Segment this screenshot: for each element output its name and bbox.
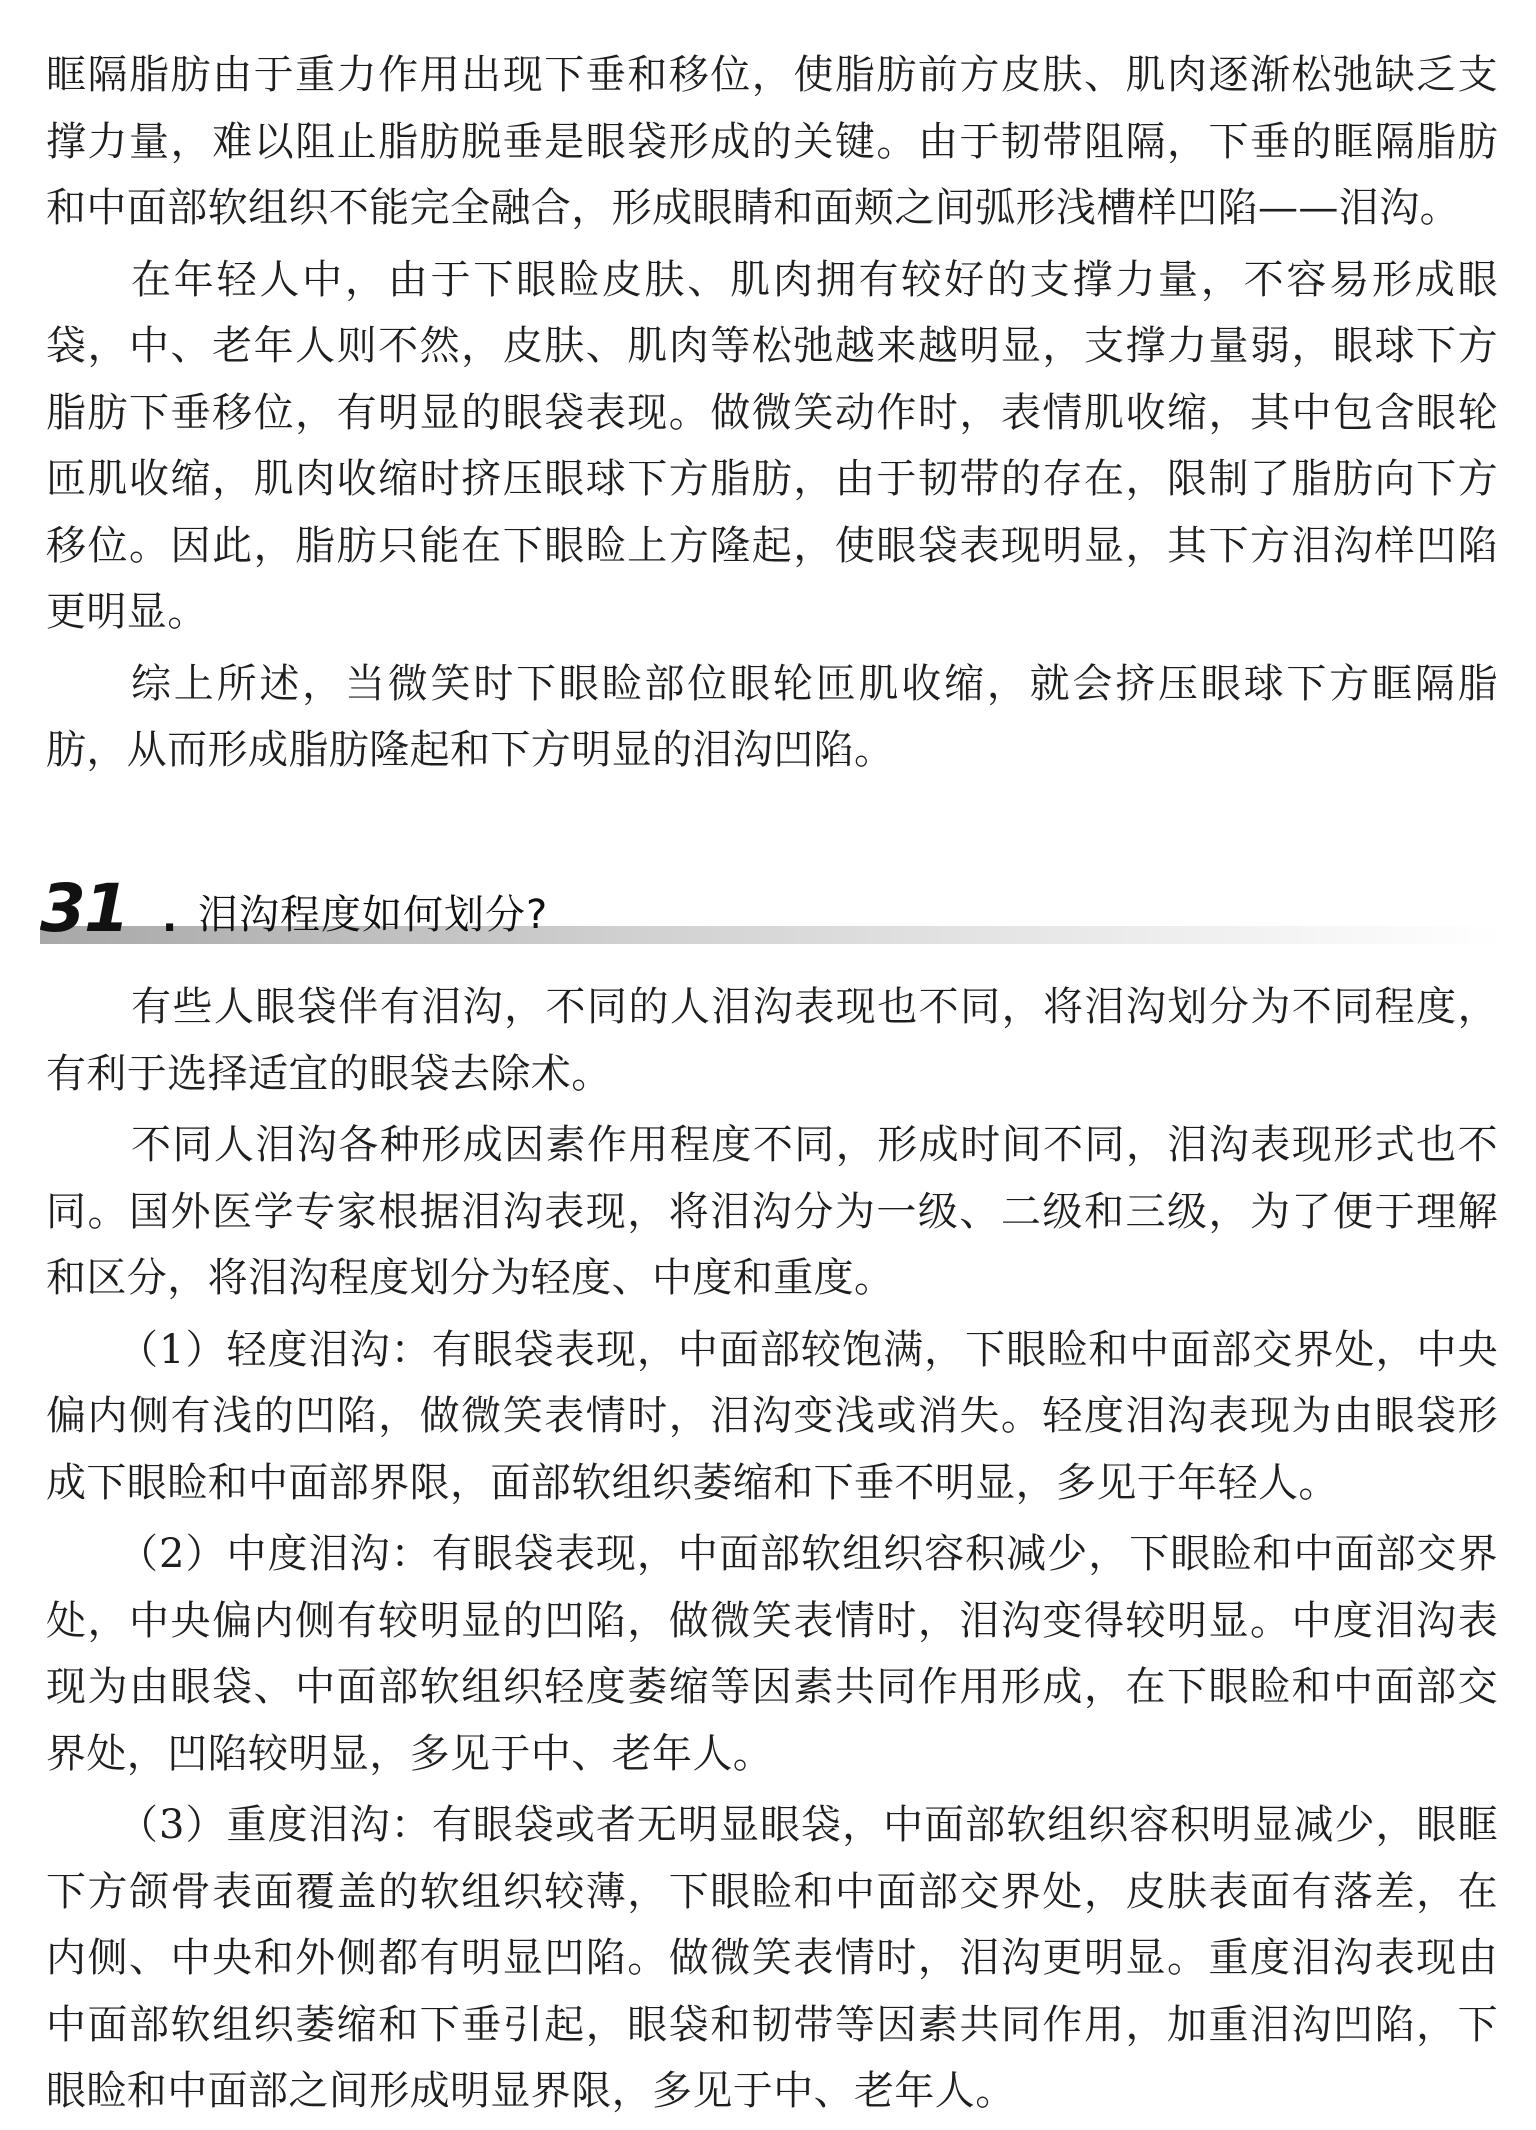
paragraph-age-comparison: 在年轻人中，由于下眼睑皮肤、肌肉拥有较好的支撑力量，不容易形成眼袋，中、老年人则不然，皮肤、肌肉等松弛越来越明显，支撑力量弱，眼球下方脂肪下垂移位，有明显的眼袋表现。做微笑动作时，表情肌收缩，其中包含眼轮匝肌收缩，肌肉收缩时挤压眼球下方脂肪，由于韧带的存在，限制了脂肪向下方移位。因此，脂肪只能在下眼睑上方隆起，使眼袋表现明显，其下方泪沟样凹陷更明显。 <box>46 256 1498 635</box>
paragraph-grading-levels: 不同人泪沟各种形成因素作用程度不同，形成时间不同，泪沟表现形式也不同。国外医学专家根据泪沟表现，将泪沟分为一级、二级和三级，为了便于理解和区分，将泪沟程度划分为轻度、中度和重度。 <box>46 1122 1498 1301</box>
section-number: 31 <box>40 870 128 947</box>
paragraph-summary: 综上所述，当微笑时下眼睑部位眼轮匝肌收缩，就会挤压眼球下方眶隔脂肪，从而形成脂肪隆起和下方明显的泪沟凹陷。 <box>46 660 1498 773</box>
paragraph-grading-purpose: 有些人眼袋伴有泪沟，不同的人泪沟表现也不同，将泪沟划分为不同程度，有利于选择适宜的眼袋去除术。 <box>46 984 1498 1097</box>
paragraph-tear-trough-formation: 眶隔脂肪由于重力作用出现下垂和移位，使脂肪前方皮肤、肌肉逐渐松弛缺乏支撑力量，难以阻止脂肪脱垂是眼袋形成的关键。由于韧带阻隔，下垂的眶隔脂肪和中面部软组织不能完全融合，形成眼睛和面颊之间弧形浅槽样凹陷——泪沟。 <box>46 52 1498 231</box>
grade-moderate: （2）中度泪沟：有眼袋表现，中面部软组织容积减少，下眼睑和中面部交界处，中央偏内侧有较明显的凹陷，做微笑表情时，泪沟变得较明显。中度泪沟表现为由眼袋、中面部软组织轻度萎缩等因素共同作用形成，在下眼睑和中面部交界处，凹陷较明显，多见于中、老年人。 <box>46 1531 1498 1777</box>
section-number-separator: . <box>162 895 178 941</box>
grade-mild: （1）轻度泪沟：有眼袋表现，中面部较饱满，下眼睑和中面部交界处，中央偏内侧有浅的凹陷，做微笑表情时，泪沟变浅或消失。轻度泪沟表现为由眼袋形成下眼睑和中面部界限，面部软组织萎缩和下垂不明显，多见于年轻人。 <box>46 1326 1498 1506</box>
grading-section <box>46 974 1498 2130</box>
section-heading <box>40 870 1500 948</box>
grade-severe: （3）重度泪沟：有眼袋或者无明显眼袋，中面部软组织容积明显减少，眼眶下方颌骨表面覆盖的软组织较薄，下眼睑和中面部交界处，皮肤表面有落差，在内侧、中央和外侧都有明显凹陷。做微笑表情时，泪沟更明显。重度泪沟表现由中面部软组织萎缩和下垂引起，眼袋和韧带等因素共同作用，加重泪沟凹陷，下眼睑和中面部之间形成明显界限，多见于中、老年人。 <box>46 1802 1498 2114</box>
intro-section <box>46 42 1498 789</box>
section-title: 泪沟程度如何划分? <box>198 892 549 938</box>
